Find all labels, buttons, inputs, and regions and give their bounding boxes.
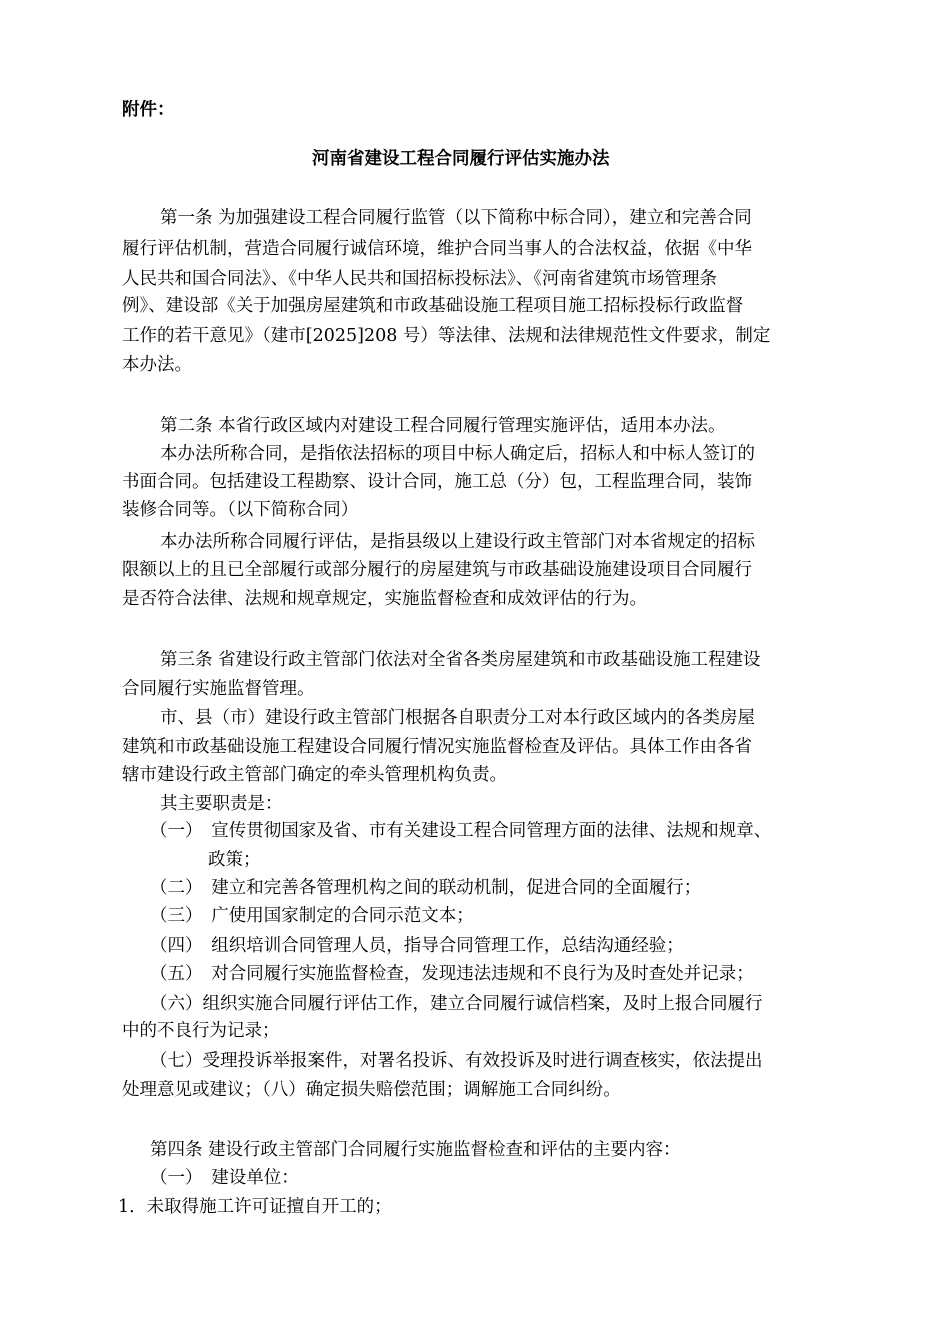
article-3-line-4: 建筑和市政基础设施工程建设合同履行情况实施监督检查及评估。具体工作由各省 <box>122 737 752 757</box>
duty-item-6-line-1: （六）组织实施合同履行评估工作，建立合同履行诚信档案，及时上报合同履行 <box>150 994 763 1014</box>
article-2-line-1: 第二条 本省行政区域内对建设工程合同履行管理实施评估，适用本办法。 <box>160 416 726 436</box>
article-4-line-2: （一） 建设单位： <box>150 1168 299 1188</box>
document-title: 河南省建设工程合同履行评估实施办法 <box>312 149 610 169</box>
duty-item-1-line-2: 政策； <box>208 850 261 870</box>
duty-item-6-line-2: 中的不良行为记录； <box>122 1021 280 1041</box>
article-2-line-7: 是否符合法律、法规和规章规定，实施监督检查和成效评估的行为。 <box>122 589 647 609</box>
duty-item-3: （三） 广使用国家制定的合同示范文本； <box>150 906 474 926</box>
attachment-label: 附件： <box>122 100 175 120</box>
article-3-line-2: 合同履行实施监督管理。 <box>122 679 315 699</box>
article-2-line-4: 装修合同等。（以下简称合同） <box>122 500 359 520</box>
duty-item-1-line-1: （一） 宣传贯彻国家及省、市有关建设工程合同管理方面的法律、法规和规章、 <box>150 821 772 841</box>
article-1-line-6: 本办法。 <box>122 355 192 375</box>
article-1-line-1: 第一条 为加强建设工程合同履行监管（以下简称中标合同），建立和完善合同 <box>160 208 752 228</box>
article-3-line-1: 第三条 省建设行政主管部门依法对全省各类房屋建筑和市政基础设施工程建设 <box>160 650 761 670</box>
duty-item-4: （四） 组织培训合同管理人员，指导合同管理工作，总结沟通经验； <box>150 936 684 956</box>
article-1-line-3: 人民共和国合同法》、《中华人民共和国招标投标法》、《河南省建筑市场管理条 <box>122 269 717 289</box>
duty-item-7-line-2: 处理意见或建议；（八）确定损失赔偿范围；调解施工合同纠纷。 <box>122 1080 621 1100</box>
article-1-line-5: 工作的若干意见》（建市[2025]208 号）等法律、法规和法律规范性文件要求，制定 <box>122 326 771 346</box>
article-2-line-2: 本办法所称合同，是指依法招标的项目中标人确定后，招标人和中标人签订的 <box>160 444 755 464</box>
article-2-line-5: 本办法所称合同履行评估，是指县级以上建设行政主管部门对本省规定的招标 <box>160 532 755 552</box>
duty-item-7-line-1: （七）受理投诉举报案件，对署名投诉、有效投诉及时进行调查核实，依法提出 <box>150 1051 763 1071</box>
article-3-line-3: 市、县（市）建设行政主管部门根据各自职责分工对本行政区域内的各类房屋 <box>160 708 755 728</box>
article-2-line-3: 书面合同。包括建设工程勘察、设计合同，施工总（分）包，工程监理合同，装饰 <box>122 472 752 492</box>
article-3-line-6: 其主要职责是： <box>160 794 283 814</box>
article-2-line-6: 限额以上的且已全部履行或部分履行的房屋建筑与市政基础设施建设项目合同履行 <box>122 560 752 580</box>
article-1-line-2: 履行评估机制，营造合同履行诚信环境，维护合同当事人的合法权益，依据《中华 <box>122 239 752 259</box>
article-1-line-4: 例》、建设部《关于加强房屋建筑和市政基础设施工程项目施工招标投标行政监督 <box>122 296 744 316</box>
article-4-line-3: 1．未取得施工许可证擅自开工的； <box>118 1197 392 1217</box>
duty-item-5: （五） 对合同履行实施监督检查，发现违法违规和不良行为及时查处并记录； <box>150 964 754 984</box>
article-3-line-5: 辖市建设行政主管部门确定的牵头管理机构负责。 <box>122 765 507 785</box>
article-4-line-1: 第四条 建设行政主管部门合同履行实施监督检查和评估的主要内容： <box>150 1140 681 1160</box>
duty-item-2: （二） 建立和完善各管理机构之间的联动机制，促进合同的全面履行； <box>150 878 702 898</box>
